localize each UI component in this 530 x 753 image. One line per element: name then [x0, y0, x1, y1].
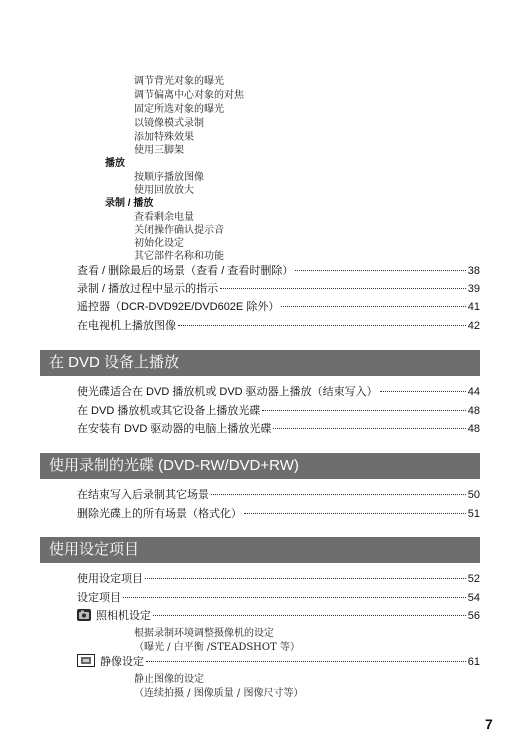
sub-item: 其它部件名称和功能	[134, 251, 224, 262]
toc-entry-label: 查看 / 删除最后的场景（查看 / 查看时删除）	[77, 265, 294, 277]
dot-leader	[273, 428, 465, 429]
toc-entry-label: 设定项目	[77, 592, 121, 604]
toc-page-number: 41	[467, 301, 480, 313]
sub-item: 使用回放放大	[134, 185, 194, 196]
dot-leader	[211, 494, 466, 495]
toc-entry[interactable]	[77, 420, 480, 436]
category-heading: 录制 / 播放	[105, 198, 154, 209]
entry-description: （连续拍摄 / 图像质量 / 图像尺寸等）	[134, 688, 304, 699]
toc-entry-label: 在电视机上播放图像	[77, 320, 176, 332]
camera-settings-icon	[77, 609, 91, 621]
dot-leader	[146, 661, 466, 662]
section-header: 使用录制的光碟 (DVD-RW/DVD+RW)	[40, 453, 480, 479]
dot-leader	[220, 288, 466, 289]
toc-entry-label: 使用设定项目	[77, 573, 143, 585]
toc-page-number: 56	[467, 610, 480, 622]
section-header: 在 DVD 设备上播放	[40, 350, 480, 376]
sub-item: 关闭操作确认提示音	[134, 225, 224, 236]
section-header: 使用设定项目	[40, 537, 480, 563]
toc-entry-label: 在结束写入后录制其它场景	[77, 489, 209, 501]
sub-item: 添加特殊效果	[134, 132, 194, 143]
sub-item: 固定所选对象的曝光	[134, 104, 224, 115]
toc-entry-camera-settings[interactable]	[96, 607, 480, 623]
sub-item: 初始化设定	[134, 238, 184, 249]
still-image-settings-icon	[77, 654, 95, 667]
toc-page-number: 51	[467, 508, 480, 520]
toc-page-number: 48	[467, 423, 480, 435]
toc-entry[interactable]	[77, 298, 480, 314]
toc-entry-label: 使光碟适合在 DVD 播放机或 DVD 驱动器上播放（结束写入）	[77, 386, 378, 398]
dot-leader	[153, 615, 466, 616]
toc-entry[interactable]	[77, 570, 480, 586]
category-heading: 播放	[105, 158, 125, 169]
dot-leader	[244, 513, 466, 514]
toc-page-number: 50	[467, 489, 480, 501]
toc-page-number: 48	[467, 405, 480, 417]
toc-entry[interactable]	[77, 383, 480, 399]
dot-leader	[380, 391, 466, 392]
sub-item: 使用三脚架	[134, 145, 184, 156]
toc-entry-label: 静像设定	[100, 656, 144, 668]
dot-leader	[178, 325, 466, 326]
sub-item: 调节背光对象的曝光	[134, 76, 224, 87]
toc-entry[interactable]	[77, 317, 480, 333]
toc-entry-label: 在 DVD 播放机或其它设备上播放光碟	[77, 405, 261, 417]
dot-leader	[295, 270, 465, 271]
dot-leader	[145, 578, 466, 579]
toc-page-number: 44	[467, 386, 480, 398]
dot-leader	[281, 306, 465, 307]
toc-page-number: 61	[467, 656, 480, 668]
toc-entry[interactable]	[77, 402, 480, 418]
toc-entry-still-settings[interactable]	[100, 653, 480, 669]
toc-page-number: 38	[467, 265, 480, 277]
sub-item: 查看剩余电量	[134, 212, 194, 223]
entry-description: （曝光 / 白平衡 /STEADSHOT 等）	[134, 642, 300, 653]
toc-entry[interactable]	[77, 262, 480, 278]
toc-entry[interactable]	[77, 589, 480, 605]
toc-entry-label: 遥控器（DCR-DVD92E/DVD602E 除外）	[77, 301, 280, 313]
toc-entry[interactable]	[77, 505, 480, 521]
entry-description: 静止图像的设定	[134, 674, 204, 685]
toc-entry-label: 在安装有 DVD 驱动器的电脑上播放光碟	[77, 423, 272, 435]
toc-page-number: 54	[467, 592, 480, 604]
sub-item: 以镜像模式录制	[134, 118, 204, 129]
sub-item: 调节偏离中心对象的对焦	[134, 90, 244, 101]
toc-entry-label: 照相机设定	[96, 610, 151, 622]
toc-entry[interactable]	[77, 280, 480, 296]
toc-entry-label: 录制 / 播放过程中显示的指示	[77, 283, 219, 295]
toc-entry-label: 删除光碟上的所有场景（格式化）	[77, 508, 242, 520]
toc-page-number: 39	[467, 283, 480, 295]
sub-item: 按顺序播放图像	[134, 172, 204, 183]
dot-leader	[262, 410, 465, 411]
toc-page-number: 52	[467, 573, 480, 585]
toc-page-number: 42	[467, 320, 480, 332]
entry-description: 根据录制环境调整摄像机的设定	[134, 628, 274, 639]
page-number: 7	[485, 716, 493, 732]
toc-entry[interactable]	[77, 486, 480, 502]
dot-leader	[123, 597, 466, 598]
